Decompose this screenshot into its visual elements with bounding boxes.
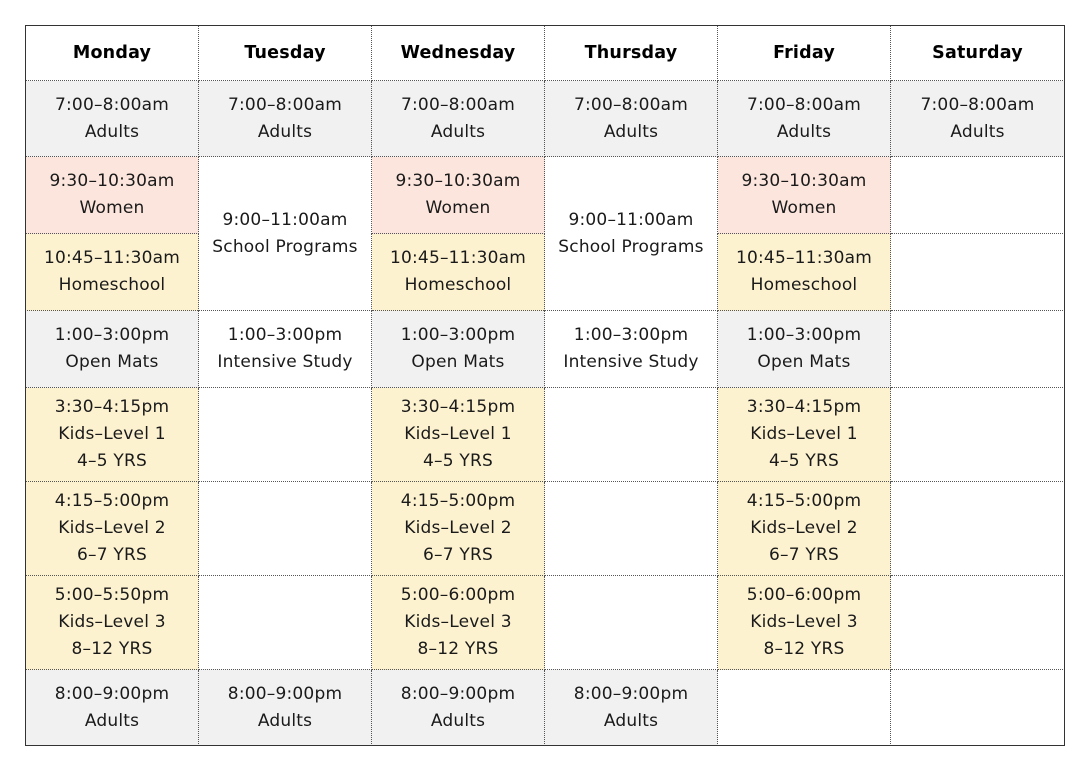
class-title: Open Mats (411, 352, 505, 372)
class-title: Kids–Level 2 (58, 518, 166, 538)
class-time: 3:30–4:15pm (746, 397, 862, 417)
class-title: Kids–Level 2 (750, 518, 858, 538)
class-time: 4:15–5:00pm (746, 491, 862, 511)
class-time: 10:45–11:30am (43, 248, 181, 268)
class-time: 1:00–3:00pm (746, 325, 862, 345)
class-title: Women (79, 198, 145, 218)
class-time: 7:00–8:00am (54, 94, 170, 115)
class-cell-thursday-adults-evening (545, 670, 718, 746)
empty-cell (891, 157, 1065, 234)
class-time: 10:45–11:30am (735, 248, 873, 268)
class-cell-monday-kids-level-2 (26, 482, 199, 576)
header-wednesday: Wednesday (372, 26, 545, 81)
class-cell-wednesday-kids-level-2 (372, 482, 545, 576)
class-cell-friday-adults-morning (718, 81, 891, 157)
class-title: Women (425, 198, 491, 218)
class-age-range: 6–7 YRS (423, 545, 493, 565)
header-row (26, 26, 1065, 81)
class-time: 7:00–8:00am (920, 94, 1035, 115)
class-time: 9:00–11:00am (568, 209, 694, 230)
class-title: Kids–Level 1 (58, 424, 166, 444)
class-cell-monday-adults-morning (26, 81, 199, 157)
class-cell-monday-women (26, 157, 199, 234)
class-time: 3:30–4:15pm (400, 397, 516, 417)
class-time: 1:00–3:00pm (573, 325, 689, 345)
class-time: 4:15–5:00pm (54, 491, 170, 511)
class-age-range: 8–12 YRS (417, 639, 499, 659)
class-time: 4:15–5:00pm (400, 491, 516, 511)
class-title: Open Mats (65, 352, 159, 372)
class-time: 9:00–11:00am (222, 209, 348, 230)
class-title: Adults (776, 121, 832, 142)
class-cell-friday-kids-level-1 (718, 388, 891, 482)
class-cell-wednesday-adults-evening (372, 670, 545, 746)
class-title: Kids–Level 3 (58, 612, 166, 632)
empty-cell (891, 670, 1065, 746)
class-cell-friday-open-mats (718, 311, 891, 388)
class-cell-saturday-adults-morning (891, 81, 1065, 157)
class-title: Adults (84, 710, 140, 731)
header-monday: Monday (26, 26, 199, 81)
class-time: 7:00–8:00am (227, 94, 343, 115)
class-cell-friday-women (718, 157, 891, 234)
class-cell-monday-kids-level-1 (26, 388, 199, 482)
class-cell-wednesday-homeschool (372, 234, 545, 311)
class-title: Kids–Level 1 (750, 424, 858, 444)
class-title: Women (771, 198, 837, 218)
class-title: Kids–Level 1 (404, 424, 512, 444)
class-cell-thursday-adults-morning (545, 81, 718, 157)
empty-cell (891, 388, 1065, 482)
class-title: Adults (950, 121, 1005, 142)
class-cell-monday-homeschool (26, 234, 199, 311)
class-cell-thursday-intensive-study (545, 311, 718, 388)
class-time: 7:00–8:00am (400, 94, 516, 115)
class-age-range: 8–12 YRS (71, 639, 153, 659)
class-cell-tuesday-adults-morning (199, 81, 372, 157)
class-title: Adults (603, 710, 659, 731)
class-time: 9:30–10:30am (741, 171, 867, 191)
class-title: Homeschool (404, 275, 512, 295)
table-row (26, 311, 1065, 388)
class-title: Intensive Study (217, 352, 353, 372)
class-cell-wednesday-kids-level-1 (372, 388, 545, 482)
class-time: 5:00–6:00pm (746, 585, 862, 605)
class-cell-monday-adults-evening (26, 670, 199, 746)
class-title: Adults (257, 710, 313, 731)
empty-cell (718, 670, 891, 746)
class-time: 5:00–5:50pm (54, 585, 170, 605)
class-age-range: 4–5 YRS (769, 451, 839, 471)
class-age-range: 6–7 YRS (769, 545, 839, 565)
header-tuesday: Tuesday (199, 26, 372, 81)
class-cell-friday-kids-level-2 (718, 482, 891, 576)
table-row (26, 388, 1065, 482)
table-row (26, 482, 1065, 576)
class-schedule-table (25, 25, 1065, 746)
class-cell-tuesday-school-programs (199, 157, 372, 311)
class-title: Adults (257, 121, 313, 142)
class-cell-monday-open-mats (26, 311, 199, 388)
class-cell-thursday-school-programs (545, 157, 718, 311)
class-age-range: 4–5 YRS (423, 451, 493, 471)
class-cell-wednesday-open-mats (372, 311, 545, 388)
class-time: 8:00–9:00pm (573, 683, 689, 704)
class-cell-tuesday-adults-evening (199, 670, 372, 746)
table-row (26, 576, 1065, 670)
table-row (26, 670, 1065, 746)
class-title: Adults (430, 710, 486, 731)
header-friday: Friday (718, 26, 891, 81)
class-title: Adults (603, 121, 659, 142)
class-time: 8:00–9:00pm (400, 683, 516, 704)
empty-cell (545, 388, 718, 482)
empty-cell (891, 234, 1065, 311)
empty-cell (199, 482, 372, 576)
empty-cell (545, 576, 718, 670)
class-time: 5:00–6:00pm (400, 585, 516, 605)
class-time: 1:00–3:00pm (227, 325, 343, 345)
class-title: School Programs (558, 236, 704, 257)
class-time: 9:30–10:30am (395, 171, 521, 191)
empty-cell (891, 311, 1065, 388)
header-thursday: Thursday (545, 26, 718, 81)
class-cell-wednesday-adults-morning (372, 81, 545, 157)
class-age-range: 8–12 YRS (763, 639, 845, 659)
class-time: 7:00–8:00am (746, 94, 862, 115)
class-cell-tuesday-intensive-study (199, 311, 372, 388)
class-cell-friday-kids-level-3 (718, 576, 891, 670)
class-title: School Programs (212, 236, 358, 257)
class-title: Kids–Level 2 (404, 518, 512, 538)
table-row (26, 157, 1065, 234)
class-title: Intensive Study (563, 352, 699, 372)
class-age-range: 6–7 YRS (77, 545, 147, 565)
class-cell-friday-homeschool (718, 234, 891, 311)
class-title: Kids–Level 3 (750, 612, 858, 632)
class-time: 10:45–11:30am (389, 248, 527, 268)
class-title: Homeschool (750, 275, 858, 295)
empty-cell (545, 482, 718, 576)
class-time: 1:00–3:00pm (54, 325, 170, 345)
class-cell-wednesday-kids-level-3 (372, 576, 545, 670)
class-cell-monday-kids-level-3 (26, 576, 199, 670)
class-time: 9:30–10:30am (49, 171, 175, 191)
empty-cell (199, 388, 372, 482)
class-time: 8:00–9:00pm (54, 683, 170, 704)
class-time: 7:00–8:00am (573, 94, 689, 115)
class-age-range: 4–5 YRS (77, 451, 147, 471)
class-time: 8:00–9:00pm (227, 683, 343, 704)
class-title: Adults (84, 121, 140, 142)
class-time: 1:00–3:00pm (400, 325, 516, 345)
class-title: Adults (430, 121, 486, 142)
class-time: 3:30–4:15pm (54, 397, 170, 417)
class-cell-wednesday-women (372, 157, 545, 234)
class-title: Homeschool (58, 275, 166, 295)
table-row (26, 81, 1065, 157)
empty-cell (891, 482, 1065, 576)
class-title: Kids–Level 3 (404, 612, 512, 632)
class-title: Open Mats (757, 352, 851, 372)
empty-cell (891, 576, 1065, 670)
header-saturday: Saturday (891, 26, 1065, 81)
empty-cell (199, 576, 372, 670)
